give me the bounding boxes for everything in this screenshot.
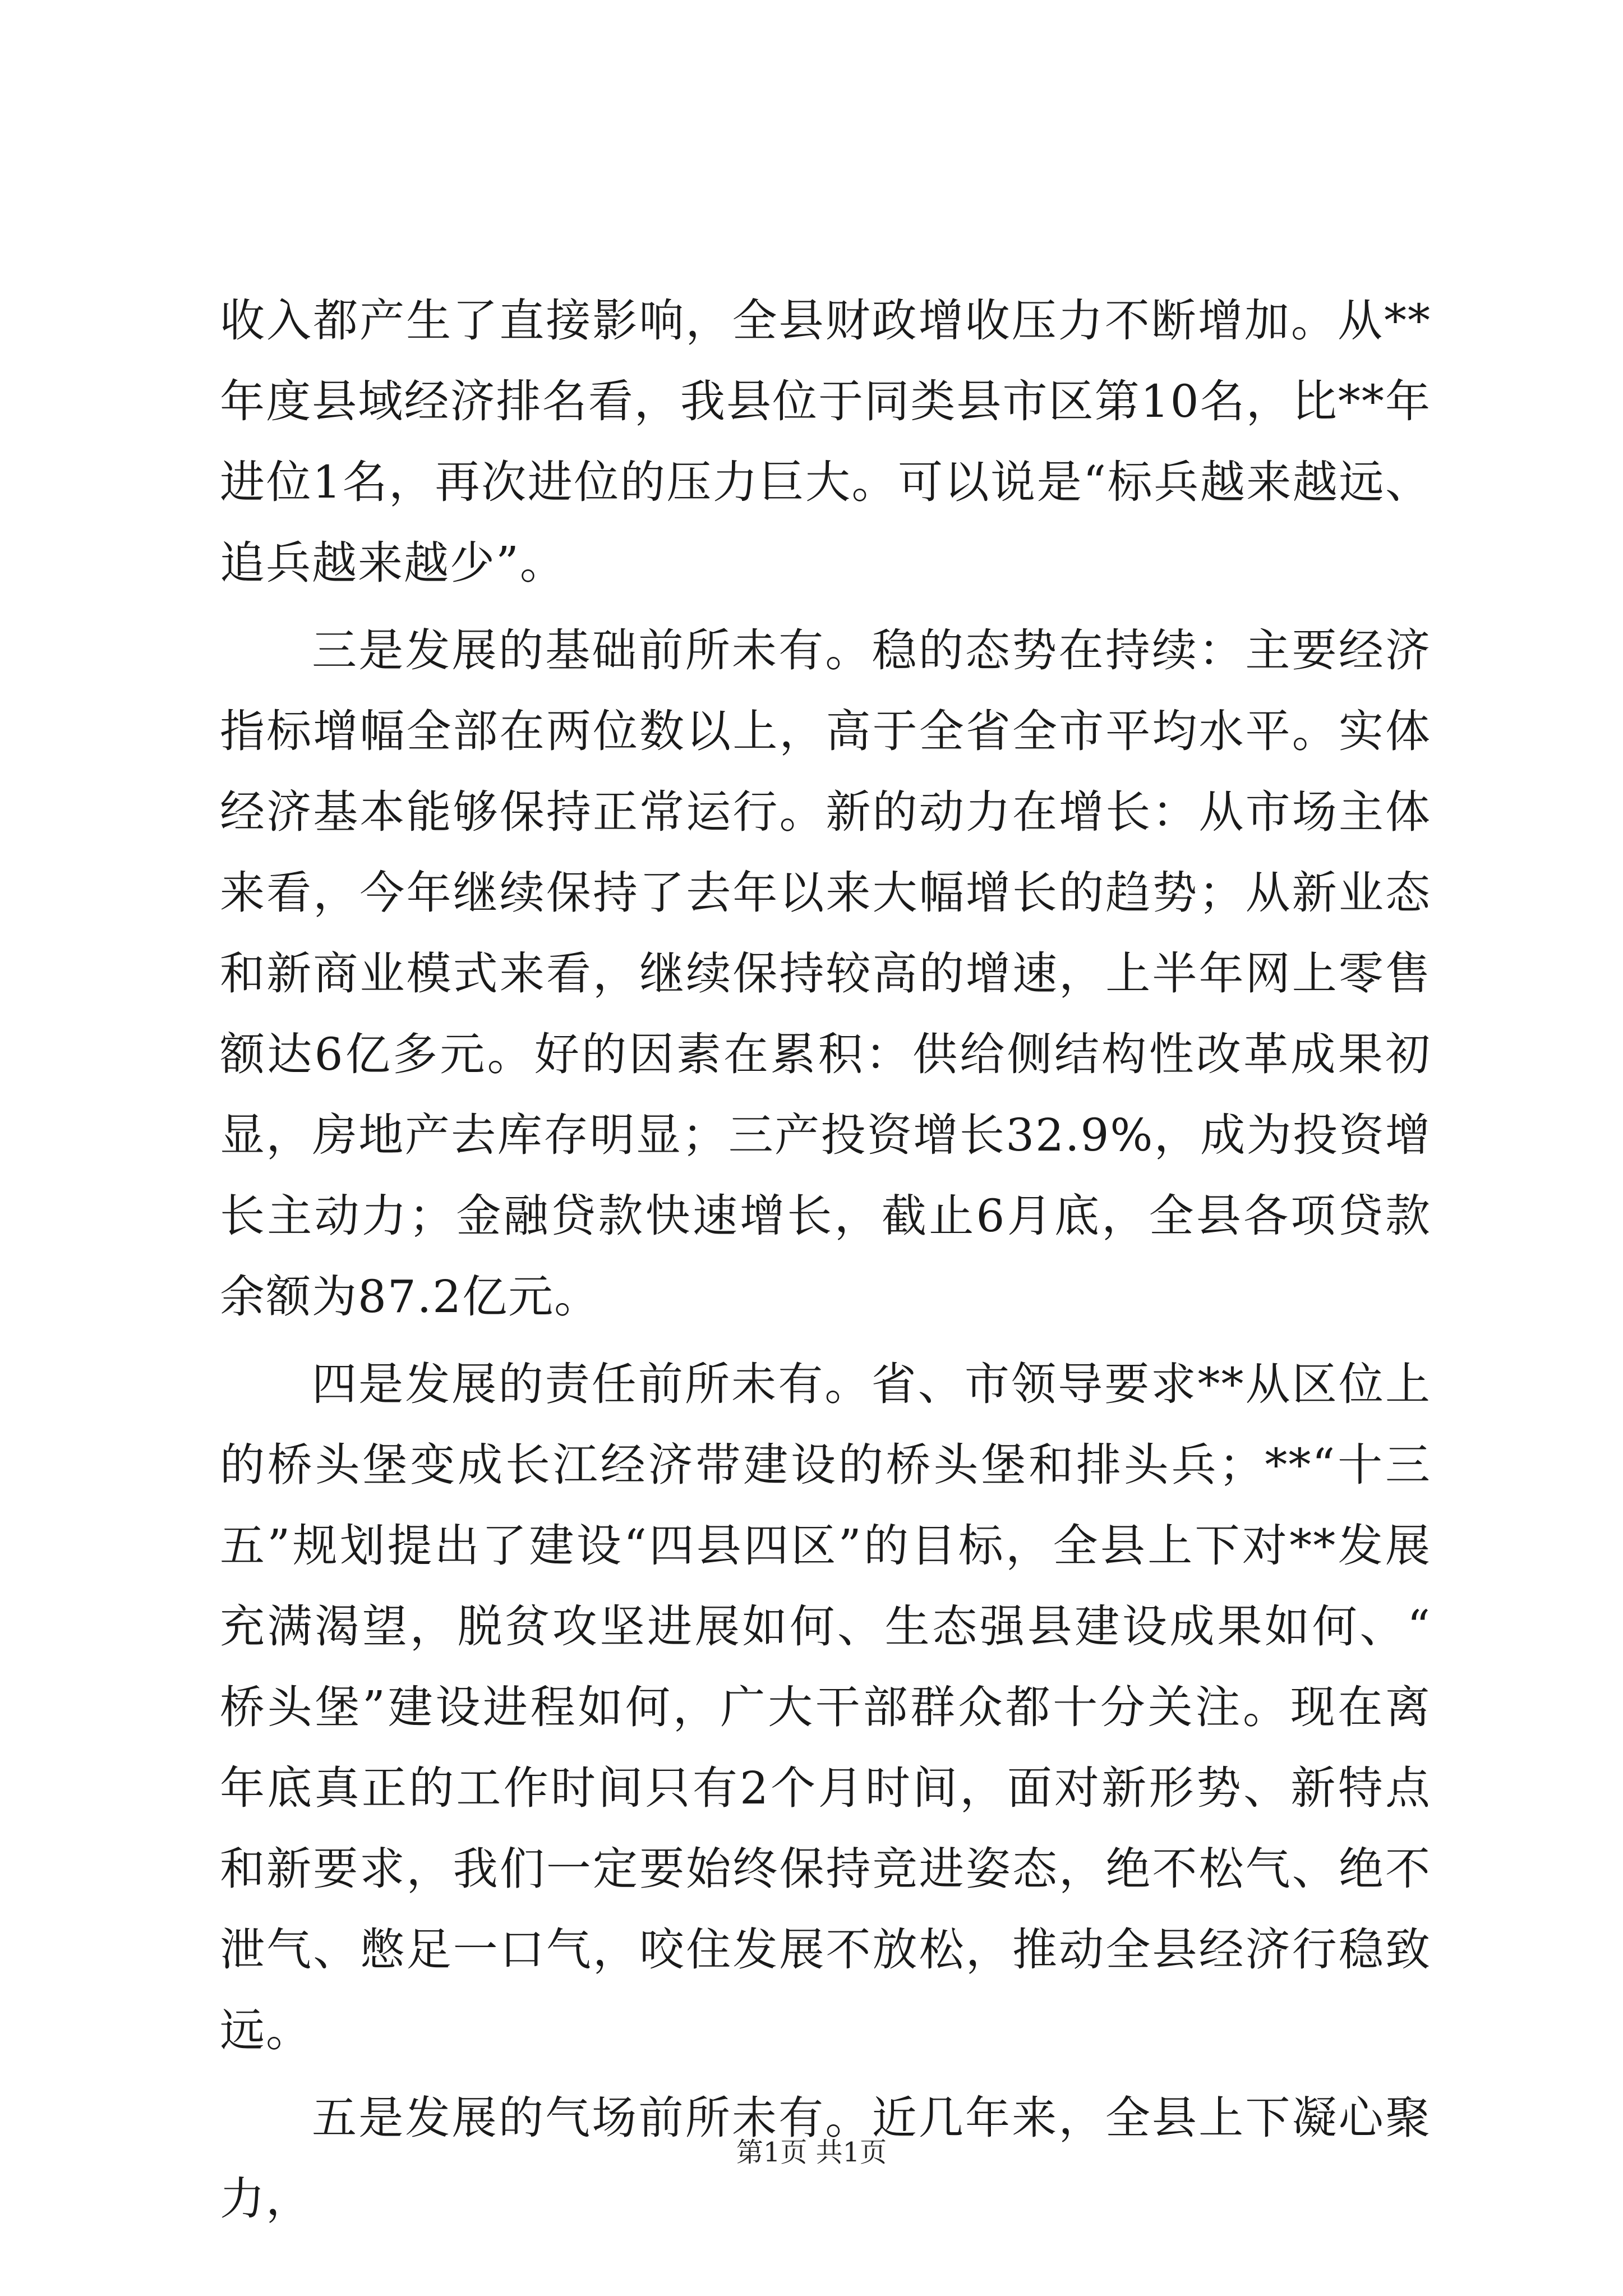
document-body [220,280,1431,2239]
paragraph-1: 收入都产生了直接影响，全县财政增收压力不断增加。从**年度县域经济排名看，我县位于同类县市区第10名，比**年进位1名，再次进位的压力巨大。可以说是“标兵越来越远、追兵越来越少”。 [220,295,1431,589]
paragraph-2: 三是发展的基础前所未有。稳的态势在持续：主要经济指标增幅全部在两位数以上，高于全省全市平均水平。实体经济基本能够保持正常运行。新的动力在增长：从市场主体来看，今年继续保持了去年以来大幅增长的趋势；从新业态和新商业模式来看，继续保持较高的增速，上半年网上零售额达6亿多元。好的因素在累积：供给侧结构性改革成果初显，房地产去库存明显；三产投资增长32.9%，成为投资增长主动力；金融贷款快速增长，截止6月底，全县各项贷款余额为87.2亿元。 [220,624,1431,1323]
page-number-footer: 第1页 共1页 [736,2137,887,2168]
paragraph-4: 五是发展的气场前所未有。近几年来，全县上下凝心聚力， [220,2092,1431,2225]
paragraph-3: 四是发展的责任前所未有。省、市领导要求**从区位上的桥头堡变成长江经济带建设的桥头堡和排头兵；**“十三五”规划提出了建设“四县四区”的目标，全县上下对**发展充满渴望，脱贫攻坚进展如何、生态强县建设成果如何、“桥头堡”建设进程如何，广大干部群众都十分关注。现在离年底真正的工作时间只有2个月时间，面对新形势、新特点和新要求，我们一定要始终保持竞进姿态，绝不松气、绝不泄气、憋足一口气，咬住发展不放松，推动全县经济行稳致远。 [220,1358,1431,2056]
